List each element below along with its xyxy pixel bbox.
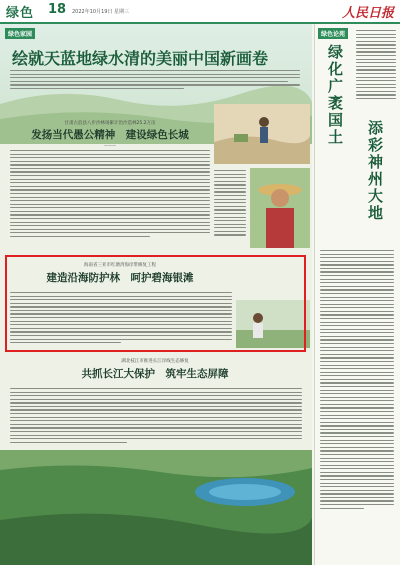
sidebar-column-label: 绿色论苑 <box>318 28 348 39</box>
banner-column-label: 绿色家园 <box>5 28 35 39</box>
woman-portrait-photo <box>250 168 310 248</box>
newspaper-logo: 人民日报 <box>341 6 394 21</box>
page-number: 18 <box>48 2 67 17</box>
section-name: 绿色 <box>6 6 35 21</box>
sidebar-intro <box>356 30 396 102</box>
page-header <box>0 0 400 24</box>
intro-text <box>10 70 300 91</box>
article3-headline: 共抓长江大保护 筑牢生态屏障 <box>81 368 229 380</box>
article1-byline: ——— <box>104 143 116 148</box>
banner-title: 绘就天蓝地绿水清的美丽中国新画卷 <box>12 49 269 68</box>
article1-kicker: 甘肃古浪县八步沙林场累计治沙造林25.2万亩 <box>64 121 156 126</box>
article3-kicker: 湖北枝江市推进长江岸线生态修复 <box>121 359 189 364</box>
article1-body-right <box>214 170 246 238</box>
article2-kicker: 海南省三亚市红塘湾海岸带修复工程 <box>84 263 156 268</box>
sidebar-title-line2: 添彩神州大地 <box>368 119 384 222</box>
article3-body <box>10 388 302 445</box>
article2-headline: 建造沿海防护林 呵护碧海银滩 <box>46 272 194 284</box>
article-highlight-box <box>5 255 306 352</box>
article1-body <box>10 150 210 239</box>
article1-headline: 发扬当代愚公精神 建设绿色长城 <box>31 129 189 141</box>
sidebar-body <box>320 250 394 511</box>
landscape-photo <box>0 450 312 565</box>
issue-date: 2022年10月19日 星期三 <box>72 9 130 15</box>
desert-worker-photo <box>214 104 310 164</box>
sidebar-title-line1: 绿化广袤国土 <box>328 43 344 146</box>
